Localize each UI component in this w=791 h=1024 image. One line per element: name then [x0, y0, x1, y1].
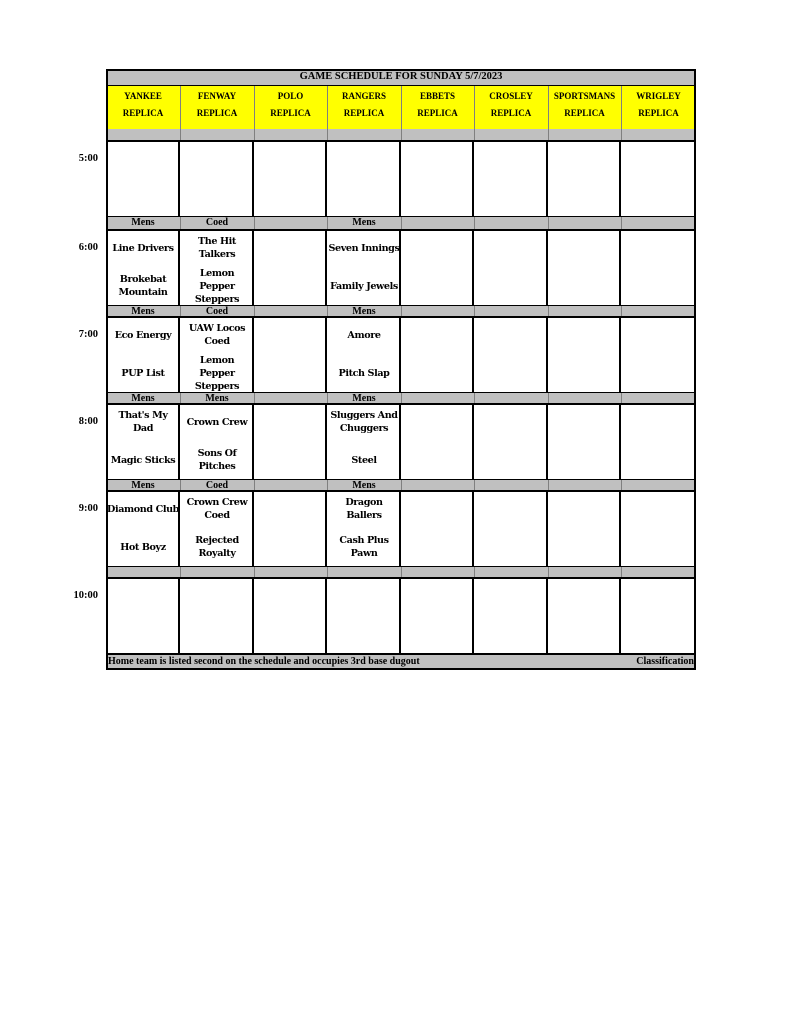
field-type-label: REPLICA [417, 108, 458, 118]
field-type-label: REPLICA [564, 108, 605, 118]
field-name-fenway: FENWAY [197, 91, 237, 101]
team-name: Cash Plus Pawn [339, 535, 389, 559]
header-separator [327, 85, 328, 140]
team-name: Amore [347, 329, 381, 341]
time-label-700: 7:00 [78, 329, 98, 340]
field-name-crosley: CROSLEY [489, 91, 533, 101]
team-name: Crown Crew [186, 416, 248, 428]
field-name-ebbets: EBBETS [419, 91, 456, 101]
footer-note: Home team is listed second on the schedule and occupies 3rd base dugout [108, 656, 420, 667]
field-type-label: REPLICA [196, 108, 238, 118]
field-name-wrigley: WRIGLEY [636, 91, 681, 101]
division-label: Coed [205, 306, 229, 317]
team-name: Lemon Pepper Steppers [194, 267, 240, 305]
title-underline [106, 85, 696, 86]
team-name: Diamond Club [107, 503, 179, 515]
team-name: Dragon Ballers [345, 497, 383, 521]
team-name: Sluggers And Chuggers [330, 410, 398, 434]
division-label: Mens [131, 306, 155, 317]
team-name: That's My Dad [118, 410, 168, 434]
team-name: Pitch Slap [338, 367, 390, 379]
team-name: Crown Crew Coed [186, 497, 248, 521]
team-name: Eco Energy [114, 329, 172, 341]
page-title: GAME SCHEDULE FOR SUNDAY 5/7/2023 [299, 71, 503, 82]
field-name-polo: POLO [277, 91, 304, 101]
division-label: Mens [352, 393, 376, 404]
header-separator [254, 85, 255, 140]
time-label-800: 8:00 [78, 416, 98, 427]
field-type-label: REPLICA [122, 108, 164, 118]
header-separator [548, 85, 549, 140]
field-type-label: REPLICA [270, 108, 311, 118]
division-label: Mens [131, 393, 155, 404]
table-frame [106, 69, 696, 670]
team-name: Seven Innings [328, 242, 400, 254]
division-label: Coed [205, 217, 229, 228]
team-name: UAW Locos Coed [188, 323, 246, 347]
header-separator [180, 85, 181, 140]
header-separator [621, 85, 622, 140]
team-name: Family Jewels [330, 280, 398, 292]
division-label: Mens [352, 217, 376, 228]
team-name: Rejected Royalty [195, 535, 239, 559]
team-name: The Hit Talkers [198, 236, 236, 260]
division-label: Mens [131, 480, 155, 491]
division-label: Mens [205, 393, 229, 404]
field-name-rangers: RANGERS [341, 91, 386, 101]
time-label-900: 9:00 [78, 503, 98, 514]
team-name: Hot Boyz [120, 541, 166, 553]
team-name: Brokebat Mountain [118, 274, 168, 298]
time-label-600: 6:00 [78, 242, 98, 253]
team-name: Lemon Pepper Steppers [194, 354, 240, 392]
team-name: Line Drivers [112, 242, 174, 254]
division-label: Mens [352, 480, 376, 491]
classification-label: Classification [636, 656, 694, 667]
header-separator [401, 85, 402, 140]
time-label-500: 5:00 [78, 153, 98, 164]
field-name-yankee: YANKEE [124, 91, 162, 101]
field-type-label: REPLICA [490, 108, 532, 118]
team-name: Steel [351, 454, 377, 466]
header-separator [474, 85, 475, 140]
team-name: Magic Sticks [110, 454, 176, 466]
field-name-sportsmans: SPORTSMANS [553, 91, 616, 101]
division-label: Coed [205, 480, 229, 491]
field-type-label: REPLICA [343, 108, 385, 118]
division-label: Mens [131, 217, 155, 228]
division-label: Mens [352, 306, 376, 317]
time-label-1000: 10:00 [73, 590, 98, 601]
field-type-label: REPLICA [638, 108, 679, 118]
team-name: PUP List [121, 367, 165, 379]
team-name: Sons Of Pitches [197, 448, 237, 472]
